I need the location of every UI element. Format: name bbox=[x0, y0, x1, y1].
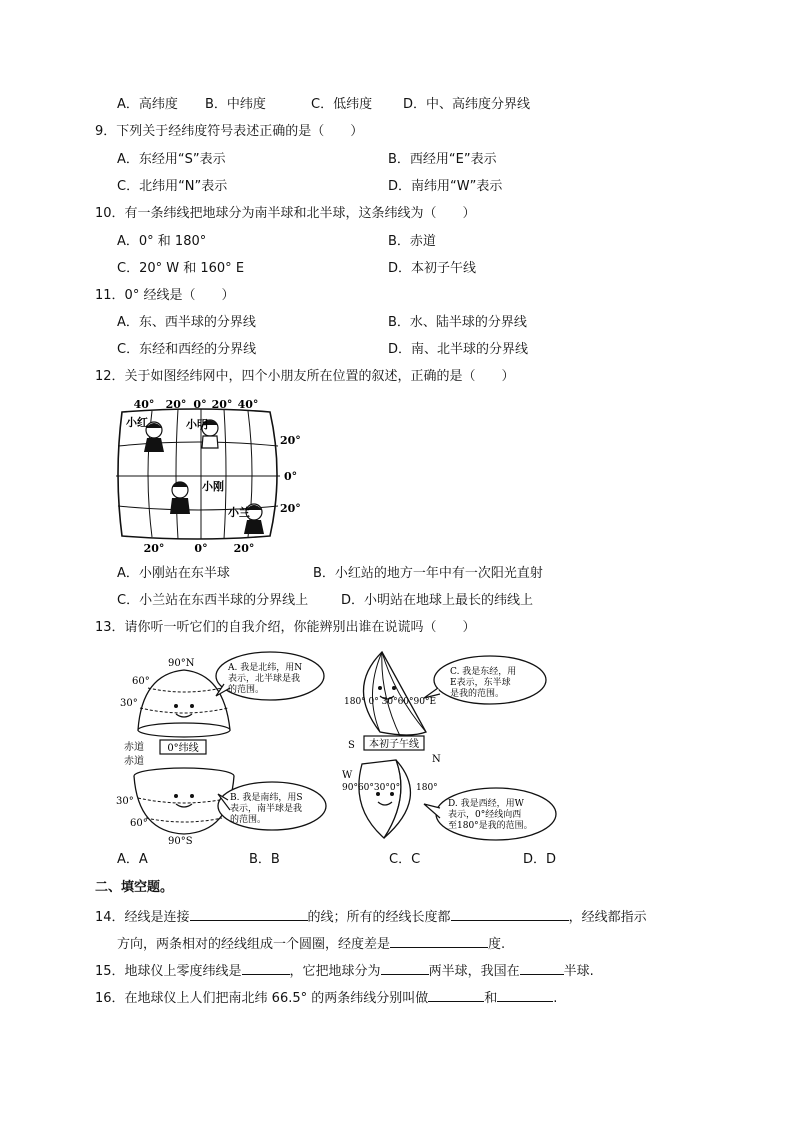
q15-blank-3[interactable] bbox=[520, 960, 564, 975]
q12-bottom-label: 20° bbox=[143, 542, 165, 555]
q10-stem: 10．有一条纬线把地球分为南半球和北半球，这条纬线为（ ） bbox=[95, 206, 476, 221]
lat30s-label: 30° bbox=[116, 796, 134, 807]
west-scale-label: 90°60°30°0° bbox=[342, 783, 401, 793]
q12-option-c: C．小兰站在东西半球的分界线上 bbox=[117, 593, 309, 608]
q9-stem: 9．下列关于经纬度符号表述正确的是（ ） bbox=[95, 124, 364, 139]
q14-text: 14．经线是连接 bbox=[95, 910, 190, 925]
q15-text: 两半球，我国在 bbox=[428, 964, 520, 979]
west-letter: W bbox=[342, 770, 353, 781]
q8-option-b: B．中纬度 bbox=[205, 97, 266, 112]
q12-bottom-label: 0° bbox=[194, 542, 208, 555]
lat60s-label: 60° bbox=[130, 818, 148, 829]
q12-option-b: B．小红站的地方一年中有一次阳光直射 bbox=[313, 566, 543, 581]
lat60-label: 60° bbox=[132, 676, 150, 687]
q14-blank-1[interactable] bbox=[190, 906, 308, 921]
q16-text: 和 bbox=[484, 991, 498, 1006]
deg180-label: 180° bbox=[416, 783, 438, 793]
q16-text: 16．在地球仪上人们把南北纬 66.5° 的两条纬线分别叫做 bbox=[95, 991, 429, 1006]
q16-line bbox=[95, 987, 557, 1008]
q14-text: ，经线都指示 bbox=[568, 910, 647, 925]
q11-option-a: A．东、西半球的分界线 bbox=[117, 315, 256, 330]
q10-option-a: A．0° 和 180° bbox=[117, 234, 207, 249]
kid-name-xiaogang: 小刚 bbox=[202, 480, 224, 493]
q11-option-b: B．水、陆半球的分界线 bbox=[388, 315, 527, 330]
kid-name-xiaolan: 小兰 bbox=[228, 506, 250, 519]
equator-label-a: 赤道 bbox=[124, 742, 144, 753]
q12-right-label: 20° bbox=[280, 434, 301, 447]
q15-text: 15．地球仪上零度纬线是 bbox=[95, 964, 242, 979]
q8-option-a: A．高纬度 bbox=[117, 97, 178, 112]
q14-text: 度. bbox=[488, 937, 506, 952]
q15-line bbox=[95, 960, 594, 981]
q15-text: ，它把地球分为 bbox=[289, 964, 381, 979]
bubble-a-line: 的范围。 bbox=[228, 685, 265, 695]
q16-blank-2[interactable] bbox=[497, 987, 553, 1002]
q12-right-label: 0° bbox=[284, 470, 298, 483]
q9-option-c: C．北纬用“N”表示 bbox=[117, 179, 228, 194]
q11-option-c: C．东经和西经的分界线 bbox=[117, 342, 257, 357]
q12-top-label: 40° bbox=[237, 398, 259, 411]
north-letter: N bbox=[432, 754, 441, 765]
q12-top-label: 20° bbox=[165, 398, 187, 411]
zero-latitude-box: 0°纬线 bbox=[167, 743, 199, 754]
kid-xiaogang bbox=[170, 482, 190, 514]
q9-option-a: A．东经用“S”表示 bbox=[117, 152, 226, 167]
bubble-b-line: 的范围。 bbox=[230, 815, 267, 825]
bubble-b-line: 表示，南半球是我 bbox=[230, 804, 303, 814]
q14-line1 bbox=[95, 906, 647, 927]
q15-blank-2[interactable] bbox=[381, 960, 429, 975]
q8-option-c: C．低纬度 bbox=[311, 97, 373, 112]
q12-bottom-label: 20° bbox=[233, 542, 255, 555]
equator-label-b: 赤道 bbox=[124, 756, 144, 767]
q11-option-d: D．南、北半球的分界线 bbox=[388, 342, 529, 357]
bubble-c-line: C. 我是东经，用 bbox=[450, 667, 517, 677]
south-letter: S bbox=[348, 740, 355, 751]
q13-latitude-figure bbox=[112, 648, 330, 846]
q12-option-d: D．小明站在地球上最长的纬线上 bbox=[341, 593, 534, 608]
bubble-d-line: 表示，0°经线向西 bbox=[448, 810, 522, 820]
prime-meridian-box: 本初子午线 bbox=[369, 739, 419, 750]
kid-name-xiaoming: 小明 bbox=[186, 418, 208, 431]
q12-option-a: A．小刚站在东半球 bbox=[117, 566, 230, 581]
q15-text: 半球. bbox=[563, 964, 594, 979]
east-scale-label: 180° 0° 30°60°90°E bbox=[344, 697, 437, 707]
q12-top-label: 20° bbox=[211, 398, 233, 411]
bubble-a-line: A. 我是北纬，用N bbox=[228, 663, 303, 673]
q14-blank-2[interactable] bbox=[451, 906, 569, 921]
q14-line2 bbox=[117, 933, 505, 954]
q16-text: . bbox=[553, 991, 558, 1006]
q12-top-label: 0° bbox=[193, 398, 207, 411]
q13-longitude-figure bbox=[340, 648, 562, 844]
q14-text: 的线；所有的经线长度都 bbox=[307, 910, 451, 925]
q8-option-d: D．中、高纬度分界线 bbox=[403, 97, 531, 112]
bubble-a-line: 表示，北半球是我 bbox=[228, 674, 301, 684]
lat30-label: 30° bbox=[120, 698, 138, 709]
q14-text: 方向，两条相对的经线组成一个圆圈，经度差是 bbox=[117, 937, 391, 952]
q11-stem: 11．0° 经线是（ ） bbox=[95, 288, 235, 303]
south-pole-label: 90°S bbox=[168, 836, 193, 846]
q13-option-b: B．B bbox=[249, 852, 280, 867]
q10-option-d: D．本初子午线 bbox=[388, 261, 477, 276]
q16-blank-1[interactable] bbox=[428, 987, 484, 1002]
q13-option-a: A．A bbox=[117, 852, 148, 867]
bubble-d-line: D. 我是西经，用W bbox=[448, 799, 524, 809]
section-title: 二、填空题。 bbox=[95, 880, 174, 895]
bubble-d-line: 至180°是我的范围。 bbox=[448, 821, 533, 831]
q10-option-b: B．赤道 bbox=[388, 234, 436, 249]
bubble-c-line: 是我的范围。 bbox=[450, 689, 505, 699]
q14-blank-4[interactable] bbox=[390, 933, 488, 948]
q10-option-c: C．20° W 和 160° E bbox=[117, 261, 245, 276]
q9-option-d: D．南纬用“W”表示 bbox=[388, 179, 503, 194]
q12-graticule-figure bbox=[114, 394, 310, 556]
bubble-b-line: B. 我是南纬，用S bbox=[230, 793, 303, 803]
q13-stem: 13．请你听一听它们的自我介绍，你能辨别出谁在说谎吗（ ） bbox=[95, 620, 476, 635]
q12-right-label: 20° bbox=[280, 502, 301, 515]
q13-option-d: D．D bbox=[523, 852, 557, 867]
q12-top-label: 40° bbox=[133, 398, 155, 411]
q15-blank-1[interactable] bbox=[242, 960, 290, 975]
bubble-c-line: E表示，东半球 bbox=[450, 678, 511, 688]
q13-option-c: C．C bbox=[389, 852, 421, 867]
q12-stem: 12．关于如图经纬网中，四个小朋友所在位置的叙述，正确的是（ ） bbox=[95, 369, 515, 384]
north-pole-label: 90°N bbox=[168, 658, 195, 669]
kid-name-xiaohong: 小红 bbox=[126, 416, 148, 429]
q9-option-b: B．西经用“E”表示 bbox=[388, 152, 497, 167]
